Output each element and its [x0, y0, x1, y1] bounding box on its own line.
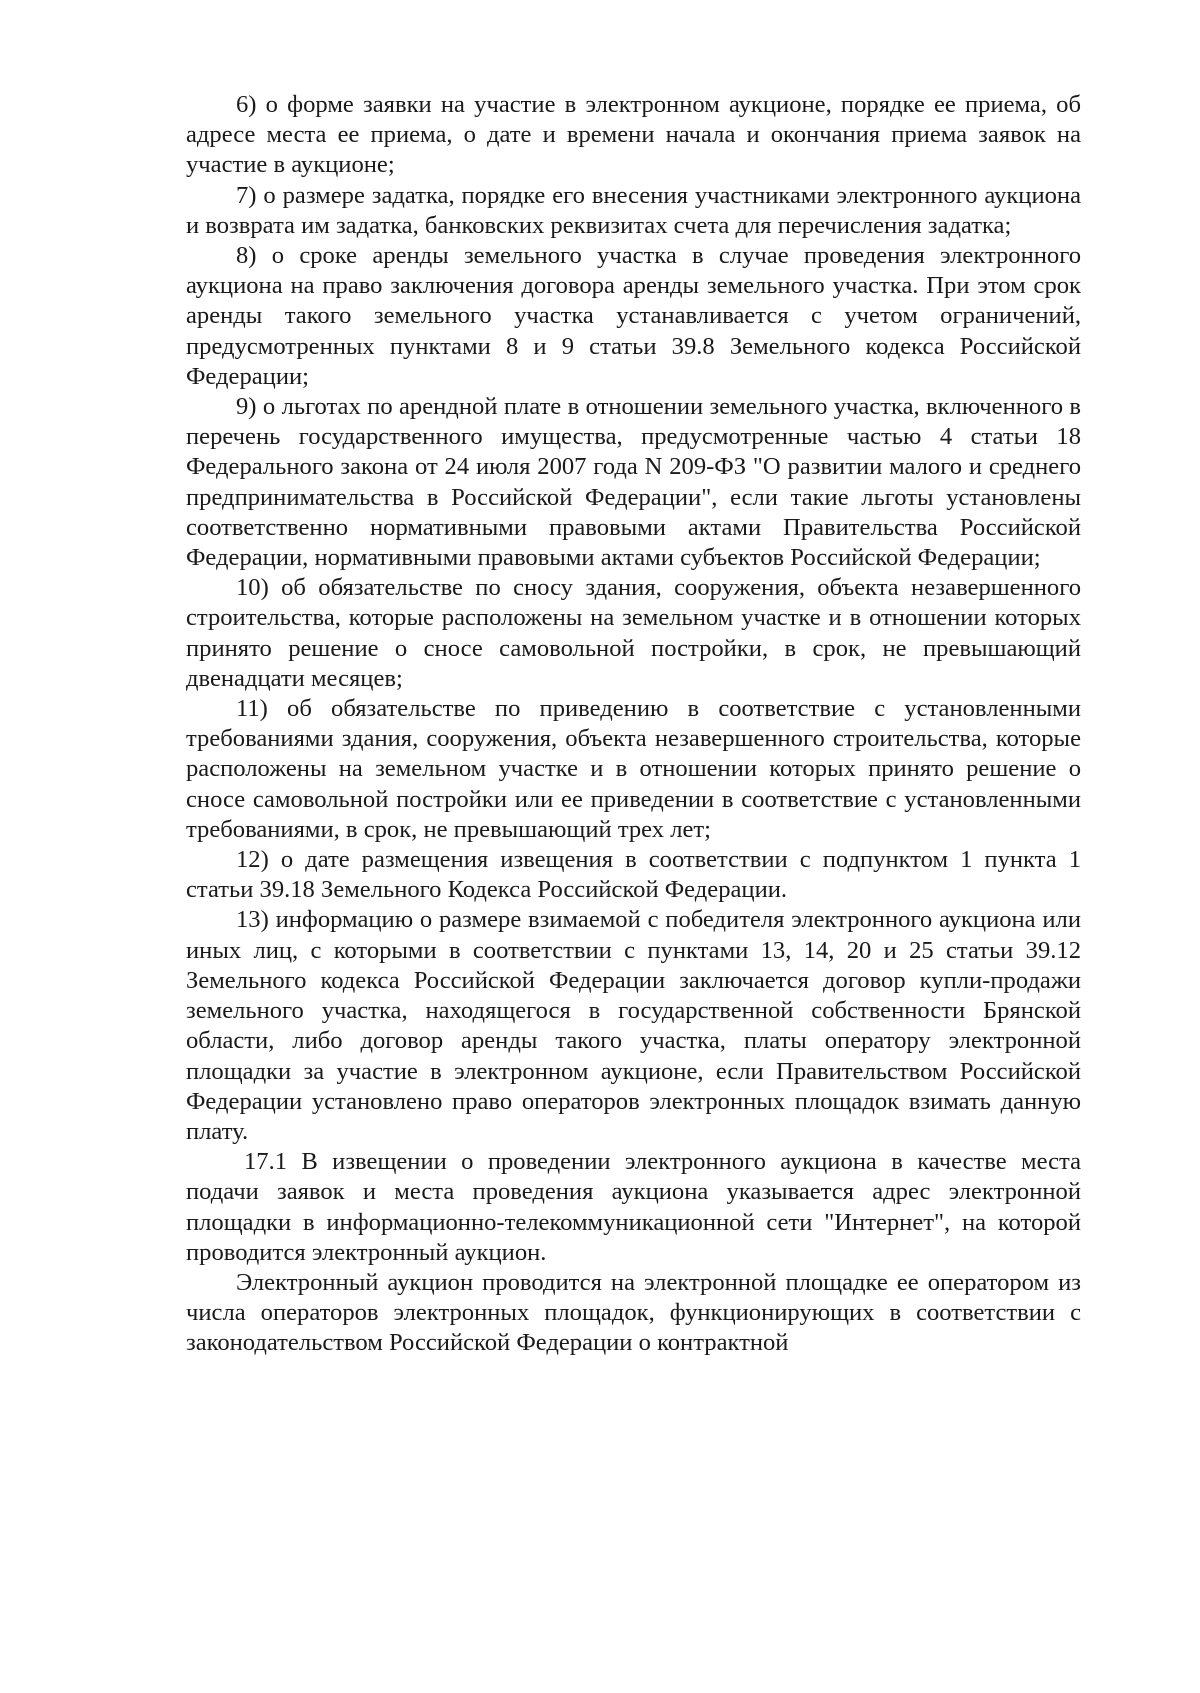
- paragraph-item-8: 8) о сроке аренды земельного участка в случае проведения электронного аукциона на право заключения договора аренды земельного участка. При этом срок аренды такого земельного участка устанавливается с учетом ограничений, предусмотренных пунктами 8 и 9 статьи 39.8 Земельного кодекса Российской Федерации;: [186, 242, 1081, 390]
- paragraph-item-12: 12) о дате размещения извещения в соответствии с подпунктом 1 пункта 1 статьи 39.18 Земельного Кодекса Российской Федерации.: [186, 846, 1081, 904]
- paragraph-section-17-1: 17.1 В извещении о проведении электронного аукциона в качестве места подачи заявок и места проведения аукциона указывается адрес электронной площадки в информационно-телекоммуникационной сети "Интернет", на которой проводится электронный аукцион.: [186, 1148, 1081, 1266]
- document-body: [186, 90, 1081, 1359]
- paragraph-item-13: 13) информацию о размере взимаемой с победителя электронного аукциона или иных лиц, с которыми в соответствии с пунктами 13, 14, 20 и 25 статьи 39.12 Земельного кодекса Российской Федерации заключается договор купли-продажи земельного участка, находящегося в государственной собственности Брянской области, либо договор аренды такого участка, платы оператору электронной площадки за участие в электронном аукционе, если Правительством Российской Федерации установлено право операторов электронных площадок взимать данную плату.: [186, 906, 1081, 1145]
- paragraph-auction-operator: Электронный аукцион проводится на электронной площадке ее оператором из числа операторов электронных площадок, функционирующих в соответствии с законодательством Российской Федерации о контрактной: [186, 1268, 1081, 1357]
- paragraph-item-7: 7) о размере задатка, порядке его внесения участниками электронного аукциона и возврата им задатка, банковских реквизитах счета для перечисления задатка;: [186, 181, 1081, 239]
- paragraph-item-6: 6) о форме заявки на участие в электронном аукционе, порядке ее приема, об адресе места ее приема, о дате и времени начала и окончания приема заявок на участие в аукционе;: [186, 91, 1081, 179]
- paragraph-item-11: 11) об обязательстве по приведению в соответствие с установленными требованиями здания, сооружения, объекта незавершенного строительства, которые расположены на земельном участке и в отношении которых принято решение о сносе самовольной постройки или ее приведении в соответствие с установленными требованиями, в срок, не превышающий трех лет;: [186, 695, 1081, 843]
- paragraph-item-10: 10) об обязательстве по сносу здания, сооружения, объекта незавершенного строительства, которые расположены на земельном участке и в отношении которых принято решение о сносе самовольной постройки, в срок, не превышающий двенадцати месяцев;: [186, 574, 1081, 692]
- paragraph-item-9: 9) о льготах по арендной плате в отношении земельного участка, включенного в перечень государственного имущества, предусмотренные частью 4 статьи 18 Федерального закона от 24 июля 2007 года N 209-ФЗ "О развитии малого и среднего предпринимательства в Российской Федерации", если такие льготы установлены соответственно нормативными правовыми актами Правительства Российской Федерации, нормативными правовыми актами субъектов Российской Федерации;: [186, 393, 1081, 572]
